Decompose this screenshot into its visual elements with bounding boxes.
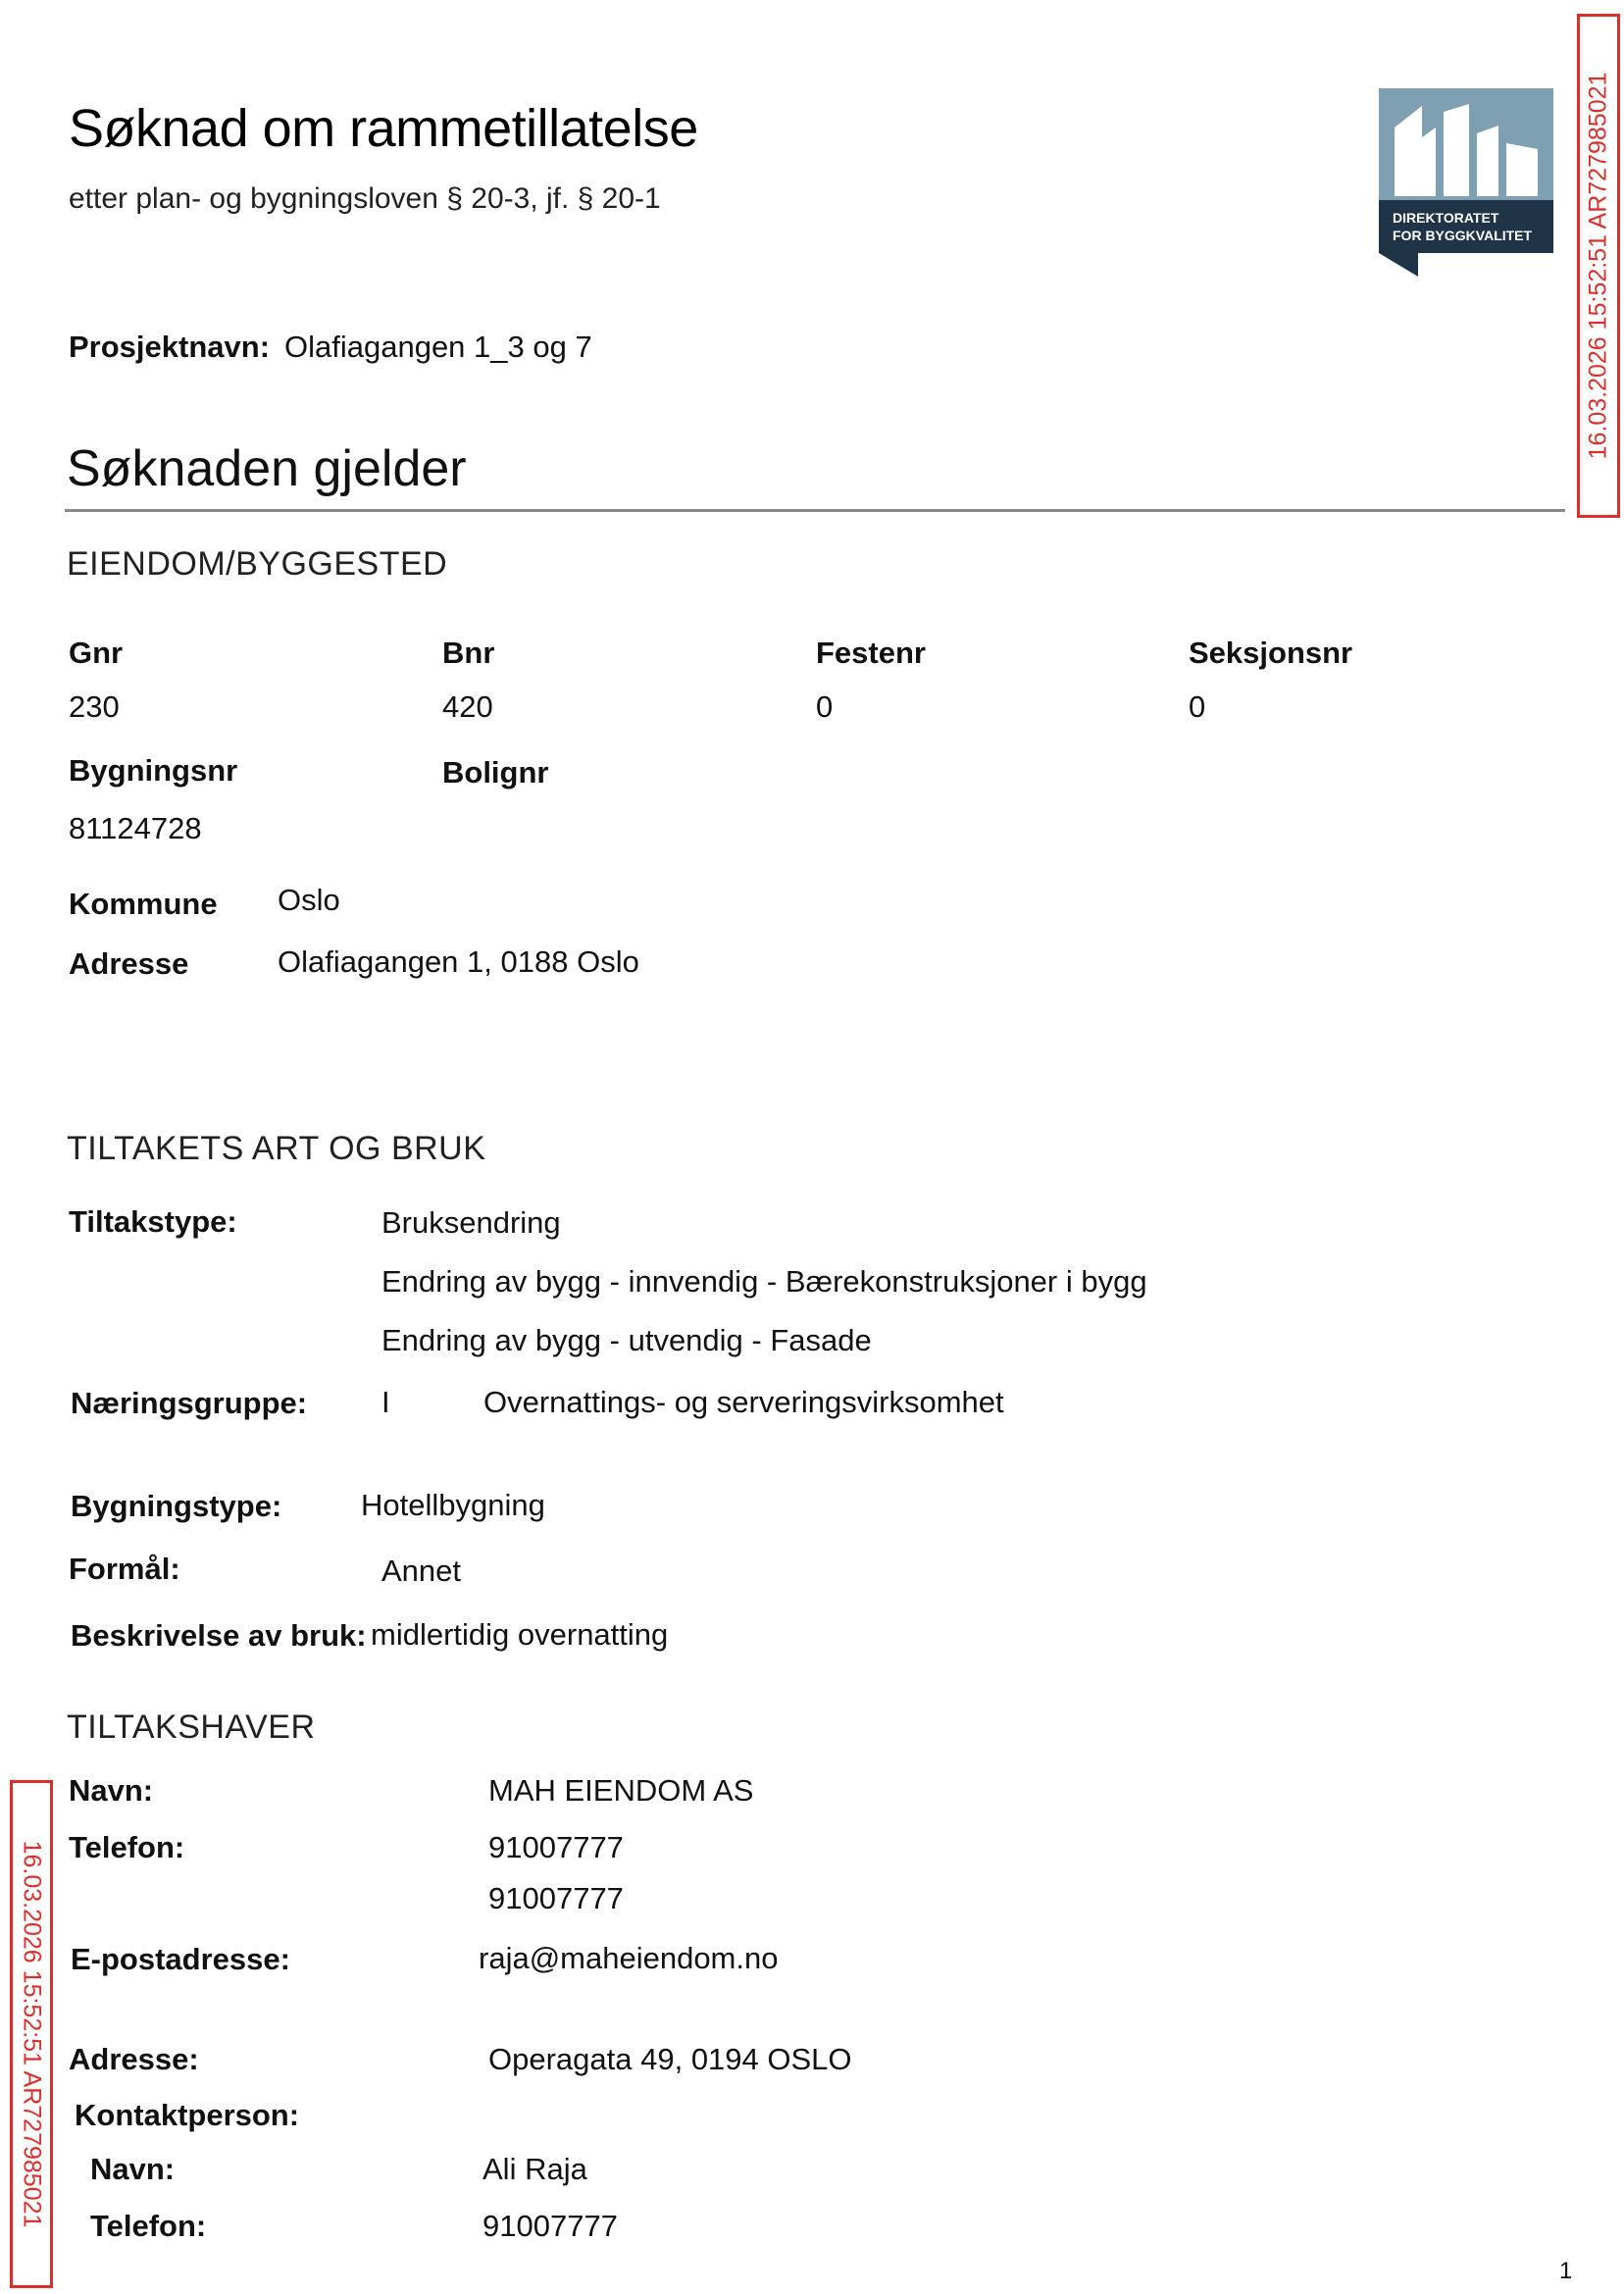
contact-phone-label: Telefon: (90, 2209, 207, 2243)
tiltak-heading: TILTAKETS ART OG BRUK (67, 1130, 486, 1167)
kommune-label: Kommune (69, 887, 218, 921)
kommune-value: Oslo (278, 883, 340, 917)
beskrivelse-label: Beskrivelse av bruk: (71, 1618, 367, 1653)
owner-phone-label: Telefon: (69, 1830, 185, 1864)
festenr-label: Festenr (816, 636, 926, 670)
project-name-value: Olafiagangen 1_3 og 7 (284, 330, 592, 364)
owner-name-value: MAH EIENDOM AS (488, 1773, 754, 1808)
seksjonsnr-label: Seksjonsnr (1189, 636, 1353, 670)
section-divider (65, 509, 1565, 512)
section-title: Søknaden gjelder (67, 440, 467, 497)
naeringsgruppe-name: Overnattings- og serveringsvirksomhet (483, 1385, 1004, 1419)
page-number: 1 (1559, 2258, 1573, 2284)
stamp-text: 16.03.2026 15:52:51 AR727985021 (18, 1840, 46, 2228)
beskrivelse-value: midlertidig overnatting (371, 1617, 669, 1652)
owner-address-label: Adresse: (69, 2042, 199, 2076)
tiltakstype-item: Endring av bygg - innvendig - Bærekonstruksjoner i bygg (381, 1264, 1147, 1299)
seksjonsnr-value: 0 (1189, 689, 1206, 724)
owner-email-label: E-postadresse: (71, 1942, 290, 1976)
bnr-value: 420 (442, 689, 493, 724)
tiltakstype-label: Tiltakstype: (69, 1204, 237, 1239)
tiltakshaver-heading: TILTAKSHAVER (67, 1708, 316, 1746)
formal-label: Formål: (69, 1552, 180, 1586)
gnr-value: 230 (69, 689, 120, 724)
document-subtitle: etter plan- og bygningsloven § 20-3, jf. § 20-1 (69, 182, 661, 215)
festenr-value: 0 (816, 689, 834, 724)
gnr-label: Gnr (69, 636, 124, 670)
tiltakstype-item: Bruksendring (381, 1205, 561, 1240)
document-title: Søknad om rammetillatelse (69, 99, 698, 158)
formal-value: Annet (381, 1554, 462, 1588)
naeringsgruppe-label: Næringsgruppe: (71, 1386, 308, 1420)
received-stamp-top (1577, 14, 1620, 518)
property-heading: EIENDOM/BYGGESTED (67, 545, 448, 583)
contact-name-label: Navn: (90, 2152, 176, 2186)
project-name-label: Prosjektnavn: (69, 330, 271, 364)
dibk-logo (1379, 88, 1553, 277)
bygningsnr-value: 81124728 (69, 811, 202, 845)
tiltakstype-item: Endring av bygg - utvendig - Fasade (381, 1323, 872, 1357)
bygningstype-value: Hotellbygning (361, 1488, 545, 1522)
bnr-label: Bnr (442, 636, 495, 670)
property-address-label: Adresse (69, 946, 189, 981)
bygningstype-label: Bygningstype: (71, 1489, 282, 1523)
contact-name-value: Ali Raja (482, 2152, 587, 2186)
logo-text-line2: FOR BYGGKVALITET (1393, 228, 1533, 243)
contact-phone-value: 91007777 (482, 2209, 618, 2243)
owner-phone-value: 91007777 (488, 1830, 624, 1864)
bolignr-label: Bolignr (442, 755, 549, 790)
contact-person-label: Kontaktperson: (75, 2098, 300, 2132)
stamp-text: 16.03.2026 15:52:51 AR727985021 (1584, 72, 1612, 460)
received-stamp-bottom (10, 1780, 53, 2288)
logo-text-line1: DIREKTORATET (1393, 210, 1499, 226)
owner-name-label: Navn: (69, 1773, 154, 1808)
owner-email-value: raja@maheiendom.no (479, 1941, 779, 1975)
owner-phone-value-2: 91007777 (488, 1881, 624, 1915)
property-address-value: Olafiagangen 1, 0188 Oslo (278, 944, 639, 979)
bygningsnr-label: Bygningsnr (69, 753, 238, 788)
naeringsgruppe-code: I (381, 1385, 390, 1419)
owner-address-value: Operagata 49, 0194 OSLO (488, 2042, 852, 2076)
